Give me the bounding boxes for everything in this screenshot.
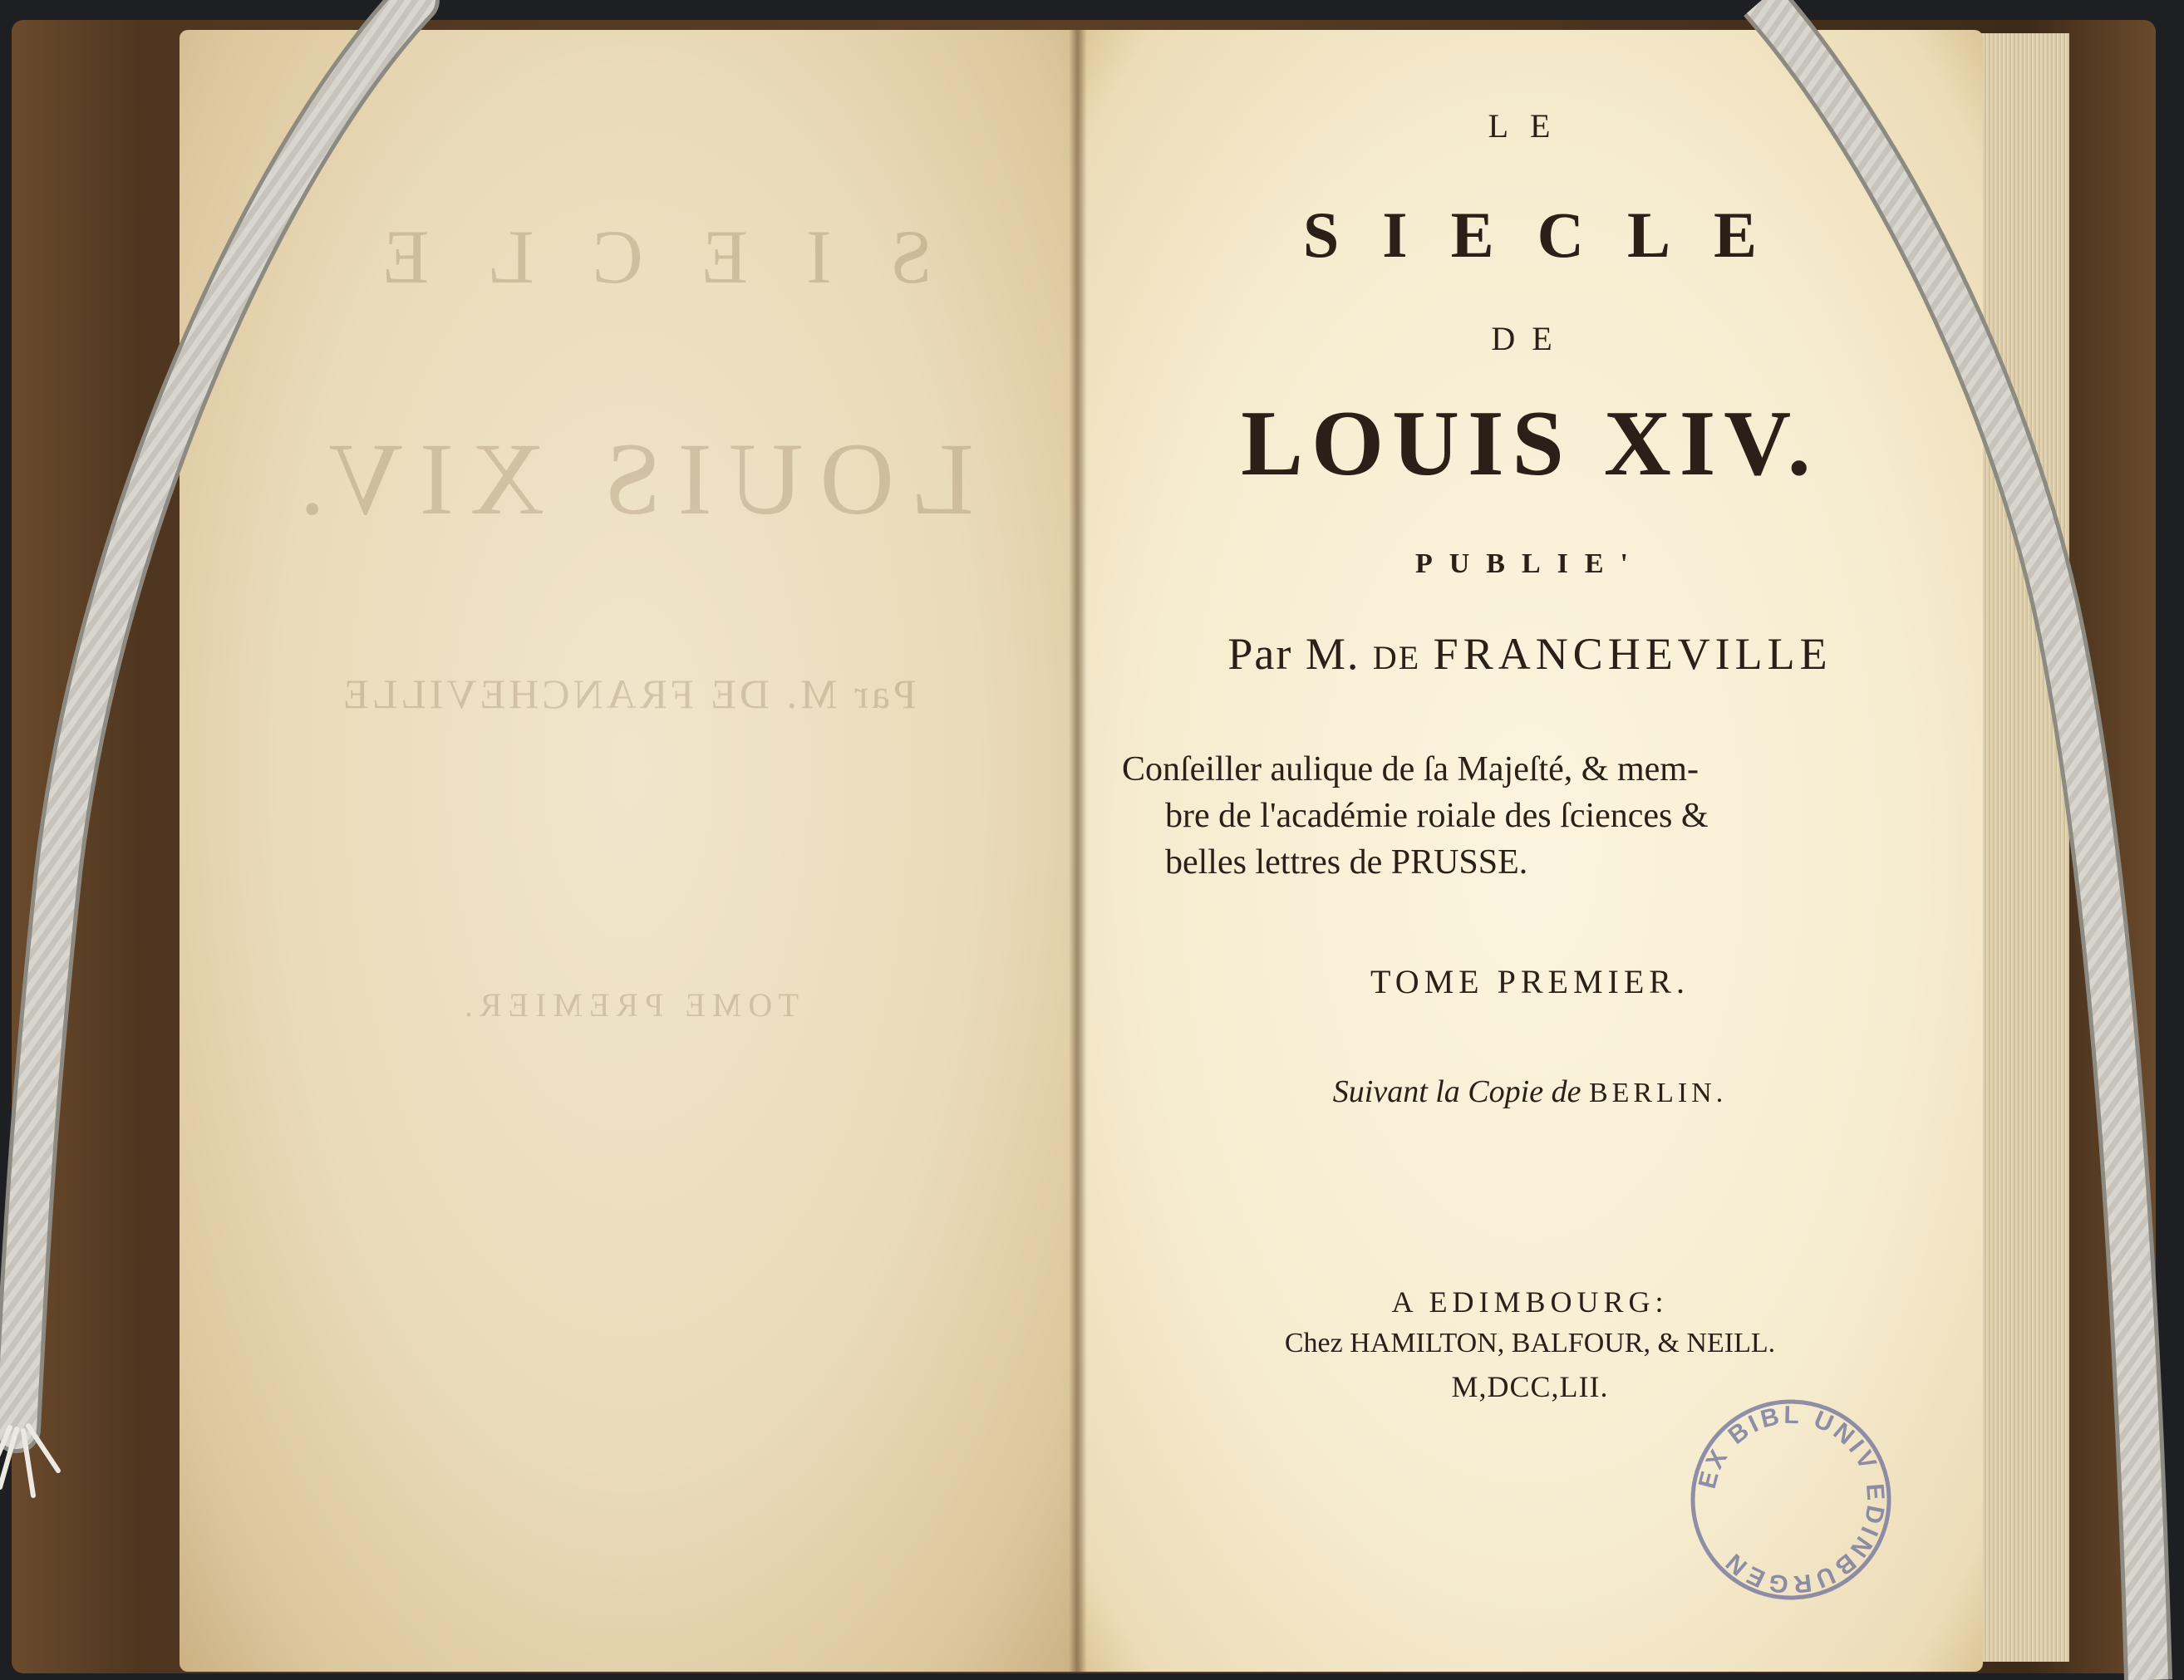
title-siecle: SIECLE xyxy=(1302,199,1801,271)
volume-label: TOME PREMIER. xyxy=(1370,963,1690,1000)
credentials-line: bre de l'académie roiale des ſciences & xyxy=(1165,797,1709,835)
title-publie: PUBLIE' xyxy=(1414,548,1645,579)
author-par: Par M. xyxy=(1227,629,1360,679)
imprint-printers: Chez HAMILTON, BALFOUR, & NEILL. xyxy=(1284,1328,1776,1358)
library-stamp xyxy=(1687,1396,1895,1604)
author-de: DE xyxy=(1372,639,1421,676)
imprint-place: A EDIMBOURG: xyxy=(1391,1285,1669,1319)
copy-source-text: Suivant la Copie de xyxy=(1332,1074,1581,1109)
author-credentials xyxy=(1122,746,1853,886)
credentials-line: belles lettres de PRUSSE. xyxy=(1165,843,1528,882)
show-through-line: TOME PREMIER. xyxy=(458,986,799,1024)
left-page-show-through xyxy=(180,30,1077,1672)
page-block-edge xyxy=(1978,33,2069,1662)
copy-source-city: BERLIN. xyxy=(1588,1078,1728,1108)
stamp-text: EX BIBL UNIV EDINBURGEN xyxy=(1693,1401,1890,1599)
show-through-line: Par M. DE FRANCHEVILLE xyxy=(340,671,917,717)
show-through-line: SIECLE xyxy=(324,214,932,299)
show-through-line: LOUIS XIV. xyxy=(283,422,974,536)
copy-source-line xyxy=(1077,1073,1983,1110)
book-gutter xyxy=(1069,30,1087,1672)
author-name: FRANCHEVILLE xyxy=(1433,629,1832,679)
imprint-year: M,DCC,LII. xyxy=(1451,1370,1609,1403)
title-de: DE xyxy=(1491,320,1569,357)
author-line xyxy=(1077,628,1983,680)
credentials-line: Conſeiller aulique de ſa Majeſté, & mem- xyxy=(1122,750,1699,788)
title-le: LE xyxy=(1488,107,1572,145)
title-louis-xiv: LOUIS XIV. xyxy=(1241,392,1819,495)
